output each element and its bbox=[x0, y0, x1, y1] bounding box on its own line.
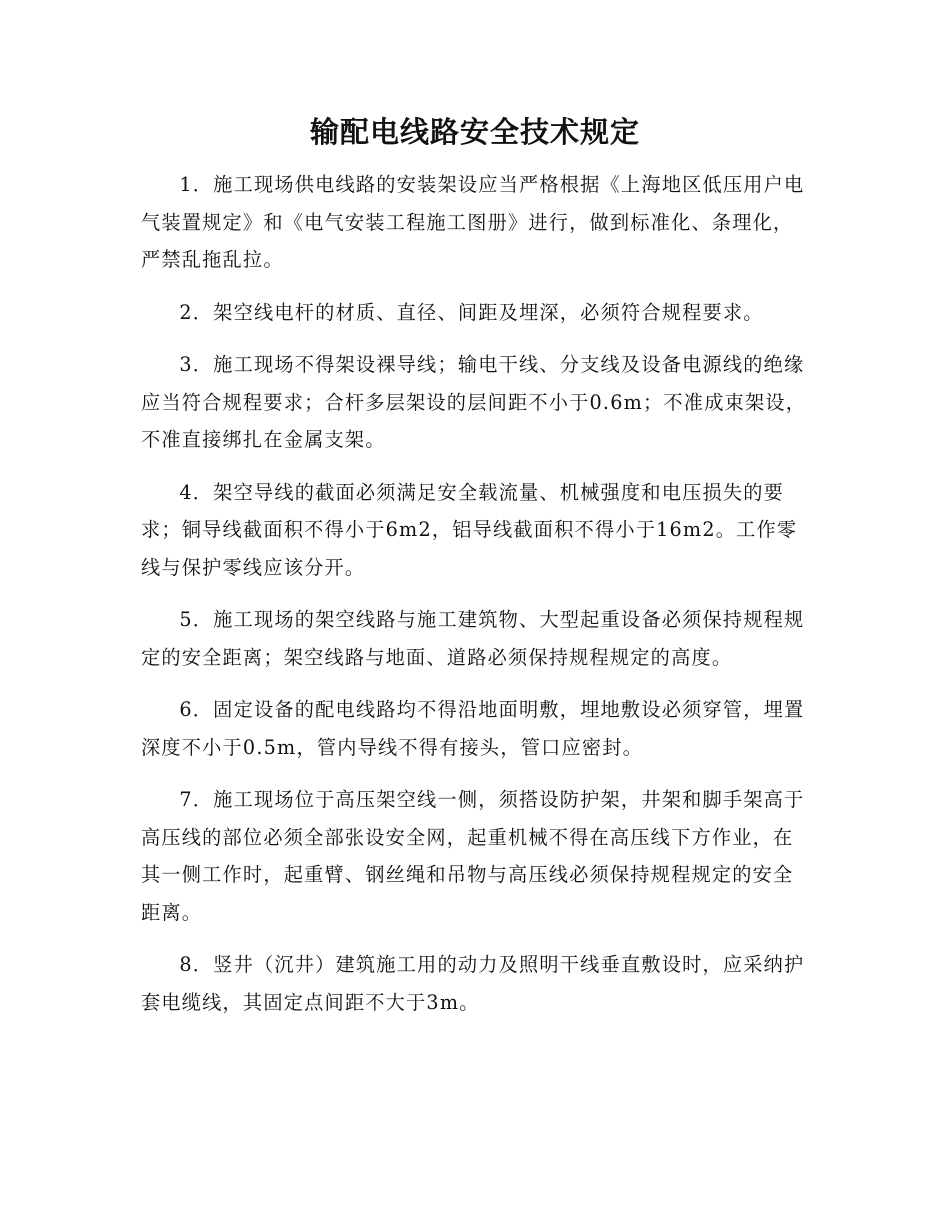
paragraph-8: 8．竖井（沉井）建筑施工用的动力及照明干线垂直敷设时，应采纳护套电缆线，其固定点间距不大于3m。 bbox=[141, 953, 805, 1014]
paragraph-3: 3．施工现场不得架设裸导线；输电干线、分支线及设备电源线的绝缘应当符合规程要求；合杆多层架设的层间距不小于0.6m；不准成束架设，不准直接绑扎在金属支架。 bbox=[141, 353, 807, 451]
paragraph-1: 1．施工现场供电线路的安装架设应当严格根据《上海地区低压用户电气装置规定》和《电气安装工程施工图册》进行，做到标准化、条理化，严禁乱拖乱拉。 bbox=[141, 173, 805, 271]
paragraph-7: 7．施工现场位于高压架空线一侧，须搭设防护架，井架和脚手架高于高压线的部位必须全部张设安全网，起重机械不得在高压线下方作业，在其一侧工作时，起重臂、钢丝绳和吊物与高压线必须保持规程规定的安全距离。 bbox=[141, 788, 805, 924]
document-body bbox=[141, 166, 809, 1036]
paragraph-6: 6．固定设备的配电线路均不得沿地面明敷，埋地敷设必须穿管，埋置深度不小于0.5m，管内导线不得有接头，管口应密封。 bbox=[141, 698, 805, 759]
paragraph-2: 2．架空线电杆的材质、直径、间距及埋深，必须符合规程要求。 bbox=[179, 300, 764, 324]
document-title: 输配电线路安全技术规定 bbox=[309, 115, 640, 149]
paragraph-4: 4．架空导线的截面必须满足安全载流量、机械强度和电压损失的要求；铜导线截面积不得小于6m2，铝导线截面积不得小于16m2。工作零线与保护零线应该分开。 bbox=[141, 480, 798, 579]
paragraph-5: 5．施工现场的架空线路与施工建筑物、大型起重设备必须保持规程规定的安全距离；架空线路与地面、道路必须保持规程规定的高度。 bbox=[141, 608, 805, 669]
